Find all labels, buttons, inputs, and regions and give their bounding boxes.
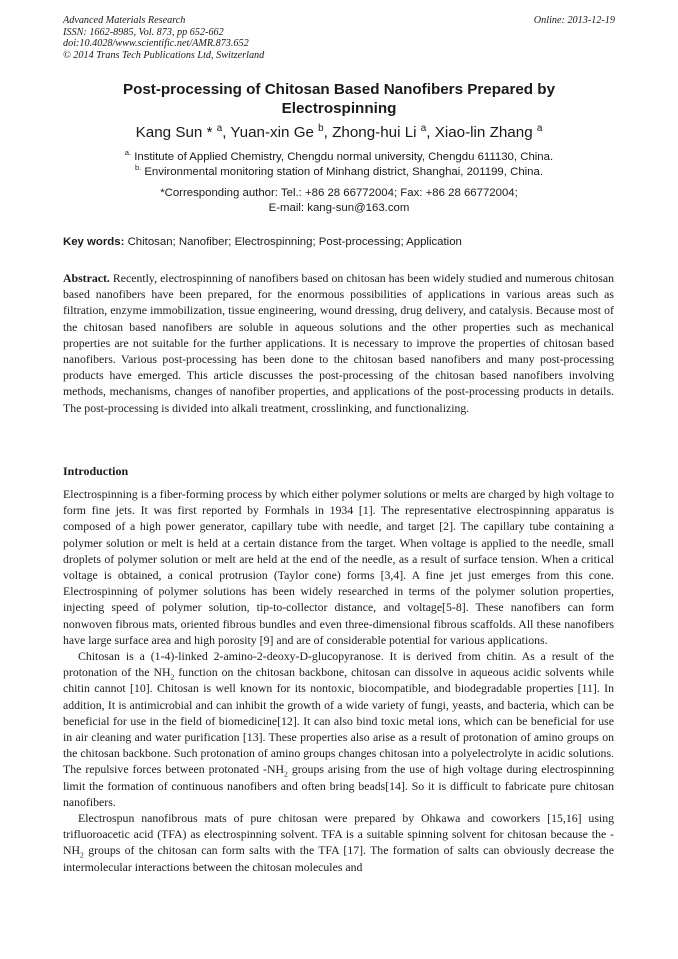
affiliation-b — [63, 162, 615, 180]
paragraph-3-part-a: Electrospun nanofibrous mats of pure chitosan were prepared by Ohkawa and coworkers [15,16] using trifluoroacetic acid (TFA) as electrospinning solvent. TFA is a suitable spinning solvent for chitosan because the -NH — [63, 811, 614, 858]
paragraph-2-part-b: function on the chitosan backbone, chitosan can dissolve in aqueous acidic solvents while chitin cannot [10]. Chitosan is well known for its nontoxic, biocompatible, and biodegradable properties [11]. In addition, It is antimicrobial and can inhibit the growth of a wide variety of fungi, yeasts, and bacteria, which can be beneficial for use in the field of biomedicine[12]. It can also bind toxic metal ions, which can be beneficial for use in air cleaning and water purification [13]. These properties also arise as a result of protonation of amino groups on the chitosan backbone. Such protonation of amino groups changes chitosan into a polyelectrolyte in acidic solutions. The repulsive forces between protonated -NH — [63, 665, 614, 777]
keywords-label: Key words: — [63, 236, 125, 248]
keywords-text: Chitosan; Nanofiber; Electrospinning; Post-processing; Application — [124, 236, 462, 248]
affiliation-b-mark: b. — [134, 162, 142, 172]
abstract-label: Abstract. — [63, 271, 110, 285]
title-line-1: Post-processing of Chitosan Based Nanofibers Prepared by — [122, 81, 556, 98]
author-1-affil: a — [216, 122, 223, 134]
keywords — [63, 235, 615, 249]
affiliation-a-text: Institute of Applied Chemistry, Chengdu normal university, Chengdu 611130, China. — [131, 151, 554, 163]
author-2: , Yuan-xin Ge — [222, 124, 319, 141]
nh2-subscript-3: 2 — [80, 850, 84, 860]
abstract — [63, 270, 614, 416]
paragraph-2-part-c: groups arising from the use of high voltage during electrospinning limit the formation of continuous nanofibers and often bring beads[14]. So it is difficult to fabricate pure chitosan nanofibers. — [63, 762, 614, 809]
corresponding-contact: *Corresponding author: Tel.: +86 28 66772004; Fax: +86 28 66772004; — [160, 187, 518, 199]
affiliations — [63, 150, 615, 179]
nh2-subscript-1: 2 — [170, 672, 175, 682]
paragraph-2 — [63, 648, 614, 810]
online-date: Online: 2013-12-19 — [533, 15, 615, 26]
author-3: , Zhong-hui Li — [323, 124, 421, 141]
author-2-affil: b — [318, 122, 324, 134]
affiliation-b-text: Environmental monitoring station of Minhang district, Shanghai, 201199, China. — [141, 165, 544, 178]
paragraph-1: Electrospinning is a fiber-forming process by which either polymer solutions or melts are charged by high voltage to form fine jets. It was first reported by Formhals in 1934 [1]. The representative electrospinning apparatus is composed of a high power generator, capillary tube with needle, and target [2]. The capillary tube containing a polymer solution or melt is held at a certain distance from the target. When voltage is applied to the needle, small droplets of polymer solution or melt are held at the end of the needle, as a result of surface tension. When a critical voltage is obtained, a conical protrusion (Taylor cone) forms [3,4]. A fine jet just emerges from this cone. Electrospinning of polymer solutions has been widely researched in terms of the polymer solution properties, injecting speed of polymer solution, tip-to-collector distance, and voltage[5-8]. These nanofibers can form nonwoven fibrous mats, oriented fibrous bundles and even three-dimensional fibrous scaffolds. All these nanofibers have large surface area and high porosity [9] and are of considerable potential for various applications. — [63, 487, 614, 647]
paragraph-3-part-b: groups of the chitosan can form salts with the TFA [17]. The formation of salts can obviously decrease the intermolecular interactions between the chitosan molecules and — [63, 843, 614, 874]
author-3-affil: a — [420, 122, 427, 134]
nh2-subscript-2: 2 — [284, 769, 288, 779]
journal-name: Advanced Materials Research — [63, 15, 186, 26]
author-list — [63, 123, 615, 142]
author-4: , Xiao-lin Zhang — [426, 124, 537, 141]
affiliation-a-mark: a. — [124, 148, 132, 158]
paragraph-3 — [63, 810, 614, 875]
affiliation-a — [63, 150, 615, 165]
paragraph-2-part-a: Chitosan is a (1-4)-linked 2-amino-2-deoxy-D-glucopyranose. It is derived from chitin. As a result of the protonation of the NH — [63, 649, 614, 680]
introduction-body — [63, 486, 614, 875]
title-line-2: Electrospinning — [281, 100, 397, 117]
doi-line: doi:10.4028/www.scientific.net/AMR.873.652 — [63, 38, 249, 50]
publication-header — [63, 15, 615, 61]
corresponding-author — [63, 186, 615, 215]
issn-line: ISSN: 1662-8985, Vol. 873, pp 652-662 — [63, 26, 224, 38]
author-1: Kang Sun * — [135, 124, 217, 141]
author-4-affil: a — [536, 122, 543, 134]
section-heading-introduction: Introduction — [63, 464, 129, 478]
abstract-text: Recently, electrospinning of nanofibers based on chitosan has been widely studied and numerous chitosan based nanofibers have been prepared, for the enormous possibilities of applications in various areas such as filtration, enzyme immobilization, tissue engineering, wound dressing, drug delivery, and catalysis. Because most of the chitosan based nanofibers are soluble in aqueous solutions and the other properties such as mechanical properties are not suitable for the further applications. It is necessary to improve the properties of chitosan based nanofibers. Various post-processing has been done to the chitosan based nanofibers and many post-processing products have emerged. This article discusses the post-processing of the chitosan based nanofibers involving methods, mechanisms, changes of nanofiber properties, and applications of the post-processing products in details. The post-processing is divided into alkali treatment, crosslinking, and functionalizing. — [63, 271, 614, 415]
copyright-line: © 2014 Trans Tech Publications Ltd, Switzerland — [63, 49, 265, 61]
paper-title — [63, 80, 615, 118]
corresponding-email: E-mail: kang-sun@163.com — [268, 201, 410, 214]
